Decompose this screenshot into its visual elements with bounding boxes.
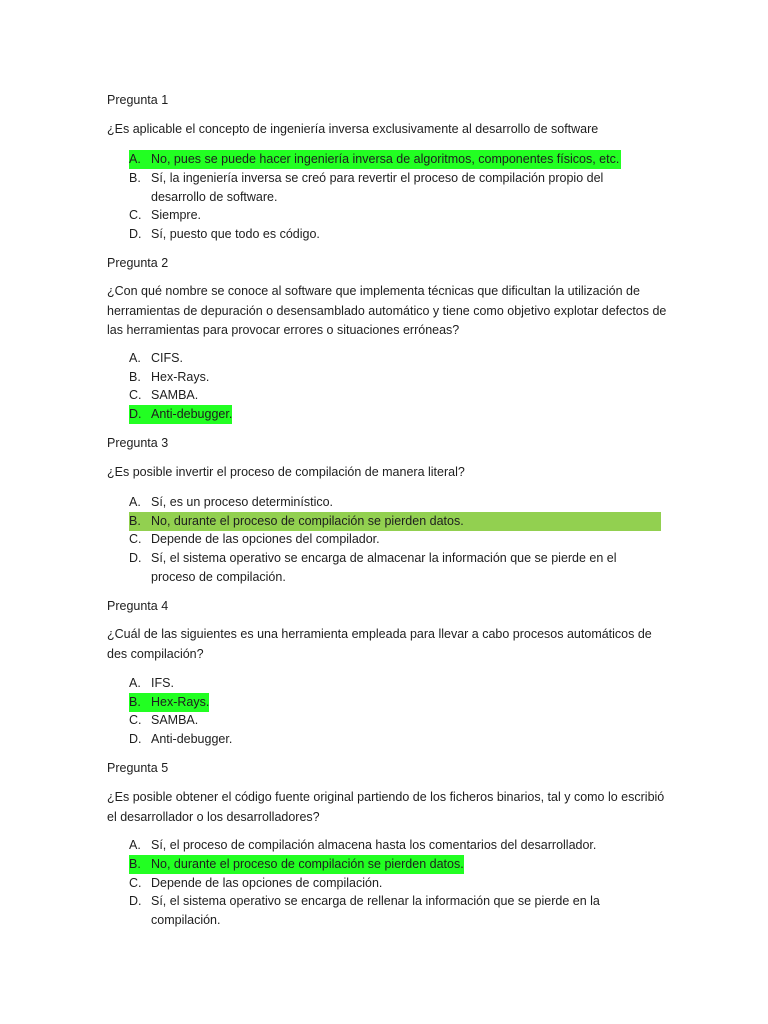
question-2-option-d [129, 405, 232, 424]
question-3-option-c [129, 530, 380, 549]
option-letter: B. [129, 514, 141, 528]
question-3-heading: Pregunta 3 [107, 436, 169, 450]
question-1-heading: Pregunta 1 [107, 93, 169, 107]
question-4-option-c [129, 711, 198, 730]
question-2-option-c [129, 386, 198, 405]
question-4-heading: Pregunta 4 [107, 599, 169, 613]
option-text: Sí, el sistema operativo se encarga de rellenar la información que se pierde en la compilación. [151, 894, 600, 927]
question-3-option-a [129, 493, 333, 512]
option-letter: A. [129, 676, 141, 690]
option-text: SAMBA. [151, 713, 199, 727]
option-letter: D. [129, 551, 142, 565]
option-letter: B. [129, 370, 141, 384]
question-4-option-a [129, 674, 174, 693]
option-text: Sí, la ingeniería inversa se creó para revertir el proceso de compilación propio del desarrollo de software. [151, 171, 604, 204]
question-2-option-b [129, 368, 209, 387]
question-2-heading: Pregunta 2 [107, 256, 169, 270]
option-text: Sí, el sistema operativo se encarga de almacenar la información que se pierde en el proceso de compilación. [151, 551, 617, 584]
question-1-option-b [129, 169, 621, 207]
option-letter: D. [129, 894, 142, 908]
question-5-option-a [129, 836, 596, 855]
option-text: No, durante el proceso de compilación se pierden datos. [151, 855, 464, 874]
option-letter: A. [129, 838, 141, 852]
option-text: IFS. [151, 676, 174, 690]
option-letter: B. [129, 855, 151, 874]
option-text: Anti-debugger. [151, 405, 232, 424]
question-1-option-a [129, 150, 621, 169]
question-3-text: ¿Es posible invertir el proceso de compilación de manera literal? [107, 465, 465, 479]
question-5-option-d [129, 892, 621, 930]
question-4-text: ¿Cuál de las siguientes es una herramienta empleada para llevar a cabo procesos automáticos de des compilación? [107, 627, 652, 661]
option-letter: B. [129, 693, 151, 712]
question-2-option-a [129, 349, 183, 368]
option-text: Sí, es un proceso determinístico. [151, 495, 334, 509]
question-1-text: ¿Es aplicable el concepto de ingeniería inversa exclusivamente al desarrollo de software [107, 122, 599, 136]
option-text: Anti-debugger. [151, 732, 233, 746]
question-1-option-c [129, 206, 201, 225]
option-text: SAMBA. [151, 388, 199, 402]
option-letter: B. [129, 171, 141, 185]
option-letter: C. [129, 876, 142, 890]
question-5-text: ¿Es posible obtener el código fuente original partiendo de los ficheros binarios, tal y como lo escribió el desarrollador o los desarrolladores? [107, 790, 665, 824]
option-text: No, pues se puede hacer ingeniería inversa de algoritmos, componentes físicos, etc. [151, 150, 621, 169]
option-text: Depende de las opciones del compilador. [151, 532, 380, 546]
option-letter: A. [129, 495, 141, 509]
option-letter: D. [129, 732, 142, 746]
option-text: Siempre. [151, 208, 202, 222]
question-5-option-c [129, 874, 382, 893]
question-4-option-d [129, 730, 232, 749]
question-5-option-b [129, 855, 464, 874]
question-5-heading: Pregunta 5 [107, 761, 169, 775]
option-text: Sí, puesto que todo es código. [151, 227, 320, 241]
option-letter: D. [129, 405, 151, 424]
option-text: Hex-Rays. [151, 693, 209, 712]
question-3-option-d [129, 549, 626, 587]
option-letter: C. [129, 208, 142, 222]
option-text: Sí, el proceso de compilación almacena hasta los comentarios del desarrollador. [151, 838, 597, 852]
option-letter: C. [129, 388, 142, 402]
option-letter: D. [129, 227, 142, 241]
question-2-text: ¿Con qué nombre se conoce al software que implementa técnicas que dificultan la utilización de herramientas de depuración o desensamblado automático y tiene como objetivo explotar defectos de las herramientas para provocar errores o situaciones erróneas? [107, 284, 667, 337]
option-text: CIFS. [151, 351, 183, 365]
option-letter: C. [129, 532, 142, 546]
question-1-option-d [129, 225, 320, 244]
question-3-option-b [129, 512, 661, 531]
option-text: No, durante el proceso de compilación se pierden datos. [151, 514, 464, 528]
question-4-option-b [129, 693, 209, 712]
option-letter: C. [129, 713, 142, 727]
option-text: Hex-Rays. [151, 370, 210, 384]
option-letter: A. [129, 351, 141, 365]
option-text: Depende de las opciones de compilación. [151, 876, 383, 890]
option-letter: A. [129, 150, 151, 169]
